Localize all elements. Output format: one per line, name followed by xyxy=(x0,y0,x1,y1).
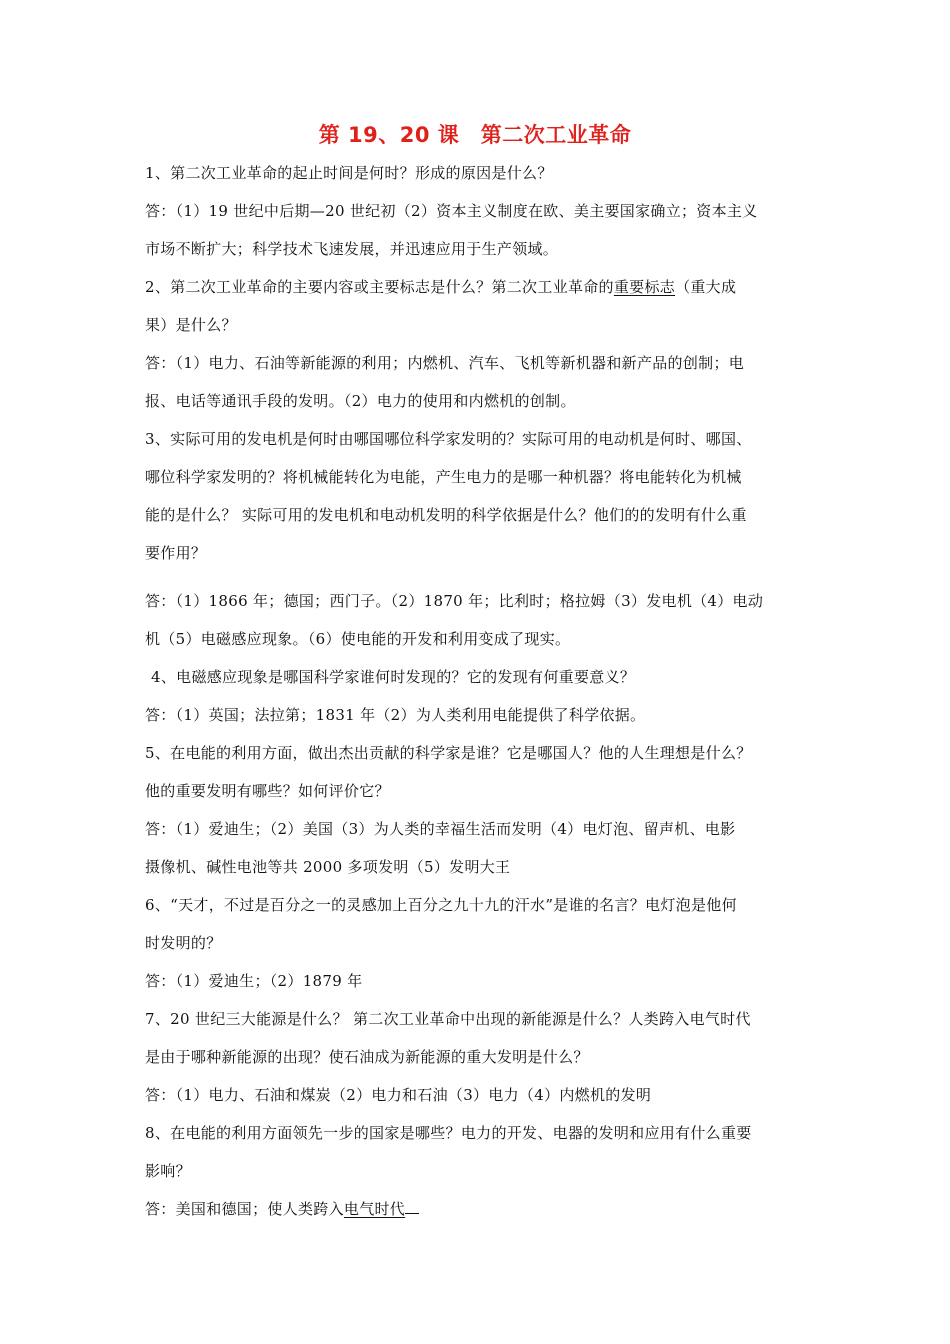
question-7-line-2: 是由于哪种新能源的出现？使石油成为新能源的重大发明是什么？ xyxy=(145,1048,589,1066)
question-3-line-3: 能的是什么？ 实际可用的发电机和电动机发明的科学依据是什么？他们的的发明有什么重 xyxy=(145,506,747,524)
answer-3-line-2: 机（5）电磁感应现象。（6）使电能的开发和利用变成了现实。 xyxy=(145,630,571,648)
question-5-line-1: 5、在电能的利用方面，做出杰出贡献的科学家是谁？它是哪国人？他的人生理想是什么？ xyxy=(145,744,752,762)
answer-5-line-1: 答：（1）爱迪生；（2）美国（3）为人类的幸福生活而发明（4）电灯泡、留声机、电影 xyxy=(145,820,736,838)
answer-5-line-2: 摄像机、碱性电池等共 2000 多项发明（5）发明大王 xyxy=(145,858,511,876)
answer-blank-underline xyxy=(405,1199,419,1214)
question-3-line-4: 要作用？ xyxy=(145,544,207,562)
question-8-line-1: 8、在电能的利用方面领先一步的国家是哪些？电力的开发、电器的发明和应用有什么重要 xyxy=(145,1124,752,1142)
answer-3-line-1: 答：（1）1866 年；德国；西门子。（2）1870 年；比利时；格拉姆（3）发电机（4）电动 xyxy=(145,592,764,610)
answer-8 xyxy=(145,1198,419,1220)
question-3-line-2: 哪位科学家发明的？将机械能转化为电能，产生电力的是哪一种机器？将电能转化为机械 xyxy=(145,468,742,486)
answer-2-line-2: 报、电话等通讯手段的发明。（2）电力的使用和内燃机的创制。 xyxy=(145,392,576,410)
question-5-line-2: 他的重要发明有哪些？如何评价它？ xyxy=(145,782,390,800)
question-2-line-2: 果）是什么？ xyxy=(145,316,237,334)
question-1: 1、第二次工业革命的起止时间是何时？形成的原因是什么？ xyxy=(145,164,553,182)
question-4: 4、电磁感应现象是哪国科学家谁何时发现的？它的发现有何重要意义？ xyxy=(151,668,636,686)
underlined-key-term: 重要标志 xyxy=(613,278,676,296)
underlined-answer-term: 电气时代 xyxy=(343,1200,406,1218)
question-2-line-1 xyxy=(145,276,736,298)
answer-8-text: 答：美国和德国；使人类跨入 xyxy=(145,1200,344,1218)
question-8-line-2: 影响？ xyxy=(145,1162,191,1180)
question-3-line-1: 3、实际可用的发电机是何时由哪国哪位科学家发明的？实际可用的电动机是何时、哪国、 xyxy=(145,430,752,448)
answer-2-line-1: 答：（1）电力、石油等新能源的利用；内燃机、汽车、飞机等新机器和新产品的创制；电 xyxy=(145,354,745,372)
question-6-line-2: 时发明的？ xyxy=(145,934,222,952)
answer-6: 答：（1）爱迪生；（2）1879 年 xyxy=(145,972,363,990)
question-2-text-tail: （重大成 xyxy=(675,278,737,296)
question-6-line-1: 6、“天才，不过是百分之一的灵感加上百分之九十九的汗水”是谁的名言？电灯泡是他何 xyxy=(145,896,737,914)
page-title: 第 19、20 课 第二次工业革命 xyxy=(318,123,632,147)
answer-7: 答：（1）电力、石油和煤炭（2）电力和石油（3）电力（4）内燃机的发明 xyxy=(145,1086,652,1104)
answer-1-line-2: 市场不断扩大；科学技术飞速发展，并迅速应用于生产领域。 xyxy=(145,240,559,258)
answer-4: 答：（1）英国；法拉第；1831 年（2）为人类利用电能提供了科学依据。 xyxy=(145,706,646,724)
question-7-line-1: 7、20 世纪三大能源是什么？ 第二次工业革命中出现的新能源是什么？人类跨入电气时代 xyxy=(145,1010,751,1028)
question-2-text: 2、第二次工业革命的主要内容或主要标志是什么？第二次工业革命的 xyxy=(145,278,614,296)
answer-1-line-1: 答：（1）19 世纪中后期—20 世纪初（2）资本主义制度在欧、美主要国家确立；资本主义 xyxy=(145,202,758,220)
